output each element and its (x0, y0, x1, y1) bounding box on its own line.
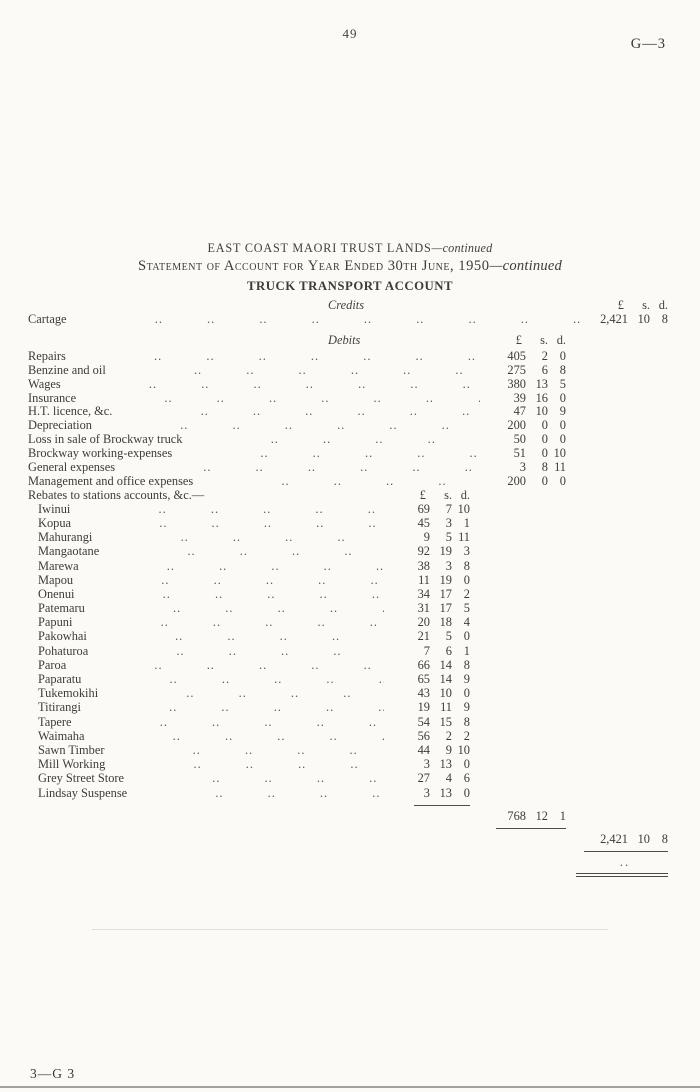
amount-shillings: 19 (439, 544, 452, 559)
amount-pence: 2 (463, 586, 470, 601)
item-label: Onenui (38, 586, 75, 601)
dot-leader (61, 378, 480, 391)
item-label: Insurance (28, 390, 77, 405)
amount (384, 560, 470, 573)
amount-pence: 0 (463, 629, 470, 644)
amount (384, 787, 470, 800)
pounds-header: £ (419, 487, 426, 502)
amount-shillings: 6 (541, 362, 548, 377)
subtotal-amount (480, 810, 566, 823)
amount-pounds: 3 (519, 460, 526, 475)
dot-leader (72, 616, 384, 629)
table-row (28, 673, 672, 687)
amount-pounds: 7 (423, 643, 430, 658)
amount-shillings: 17 (439, 601, 452, 616)
title-line-2 (0, 258, 700, 275)
dot-leader (106, 364, 480, 377)
table-row (28, 730, 672, 744)
amount-pounds: 405 (507, 348, 526, 363)
amount (384, 574, 470, 587)
table-row (28, 392, 672, 406)
dot-leader (76, 392, 480, 405)
item-label: Pakowhai (38, 629, 87, 644)
amount-pence: 0 (463, 572, 470, 587)
amount-pounds: 9 (423, 530, 430, 545)
dot-leader (79, 560, 384, 573)
table-row (28, 588, 672, 602)
table-row (28, 758, 672, 772)
dot-leader (88, 645, 384, 658)
table-row (28, 461, 672, 475)
amount-pounds: 47 (513, 404, 526, 419)
amount-pence: 8 (559, 362, 566, 377)
dot-leader (98, 687, 384, 700)
amount-shillings: 3 (445, 515, 452, 530)
debits-total-rule (28, 824, 672, 833)
amount-pounds: 51 (513, 446, 526, 461)
amount (384, 744, 470, 757)
table-row-cartage (28, 313, 672, 327)
amount-pence: 8 (661, 831, 668, 846)
amount-pounds: 2,421 (600, 312, 628, 326)
amount-pence: 0 (463, 785, 470, 800)
table-row (28, 787, 672, 801)
bottom-page-rule (0, 1086, 700, 1088)
amount-shillings: 3 (445, 558, 452, 573)
item-label: Patemaru (38, 601, 85, 616)
dot-leader (70, 503, 384, 516)
rebates-group-header (28, 489, 672, 503)
dot-leader (87, 630, 384, 643)
item-label: Mapou (38, 572, 74, 587)
amount (384, 716, 470, 729)
dot-leader (85, 602, 384, 615)
pounds-header: £ (515, 332, 522, 347)
dot-leader (73, 574, 384, 587)
title-block (0, 241, 700, 294)
item-label: Cartage (28, 312, 67, 326)
page-number: 49 (342, 26, 358, 41)
amount-pence: 5 (463, 601, 470, 616)
amount (384, 531, 470, 544)
footer-reference: 3—G 3 (30, 1066, 76, 1081)
table-row (28, 602, 672, 616)
dot-leader (92, 531, 384, 544)
amount (384, 772, 470, 785)
amount (384, 616, 470, 629)
table-row (28, 616, 672, 630)
closing-double-rule-row (28, 869, 672, 878)
amount (384, 588, 470, 601)
amount-shillings: 0 (541, 432, 548, 447)
amount-pence: 0 (559, 432, 566, 447)
amount-shillings: 2 (541, 348, 548, 363)
amount-pounds: 380 (507, 376, 526, 391)
amount-pence: 9 (463, 700, 470, 715)
balance-dots: .. (619, 854, 631, 869)
table-row (28, 517, 672, 531)
double-rule (576, 873, 668, 877)
amount-pence: 8 (463, 714, 470, 729)
credits-heading: Credits (328, 298, 365, 312)
title-line-1-text: EAST COAST MAORI TRUST LANDS (207, 241, 432, 255)
pounds-header: £ (617, 298, 624, 312)
dot-leader (81, 701, 384, 714)
table-row (28, 447, 672, 461)
item-label: Benzine and oil (28, 362, 106, 377)
amount-pounds: 38 (417, 558, 430, 573)
amount-pounds: 27 (417, 771, 430, 786)
table-row (28, 419, 672, 433)
rebates-rows (28, 503, 672, 801)
amount-pence: 9 (463, 672, 470, 687)
amount-pence: 4 (463, 615, 470, 630)
amount-pence: 0 (559, 348, 566, 363)
amount (480, 350, 566, 363)
item-label: Titirangi (38, 700, 81, 715)
table-row (28, 531, 672, 545)
table-row (28, 645, 672, 659)
amount (384, 630, 470, 643)
amount-pounds: 45 (417, 515, 430, 530)
item-label: Brockway working-expenses (28, 446, 173, 461)
rebates-subtotal-rule (28, 801, 672, 810)
amount-shillings: 10 (535, 404, 548, 419)
item-label: Mahurangi (38, 530, 93, 545)
rebates-group-label: Rebates to stations accounts, &c.— (28, 487, 205, 502)
amount-pence: 9 (559, 404, 566, 419)
amount (384, 517, 470, 530)
debits-money-column-header (480, 334, 566, 347)
shillings-header: s. (642, 298, 650, 312)
amount (384, 687, 470, 700)
amount-shillings: 14 (439, 657, 452, 672)
dot-leader (105, 758, 384, 771)
horizontal-rule (584, 851, 668, 852)
amount-shillings: 9 (445, 742, 452, 757)
rebates-money-column-header (384, 489, 470, 502)
amount (384, 730, 470, 743)
amount-pounds: 31 (417, 601, 430, 616)
amount-pence: 0 (463, 686, 470, 701)
table-row (28, 701, 672, 715)
debits-section-header (28, 334, 672, 350)
dot-leader (112, 405, 480, 418)
amount-shillings: 10 (439, 686, 452, 701)
amount-pounds: 50 (513, 432, 526, 447)
item-label: General expenses (28, 460, 116, 475)
amount (480, 447, 566, 460)
item-label: Tapere (38, 714, 72, 729)
amount (384, 758, 470, 771)
amount-pence: 1 (463, 515, 470, 530)
amount-pence: 1 (559, 808, 566, 823)
table-row (28, 560, 672, 574)
amount-pounds: 11 (418, 572, 430, 587)
doc-reference: G—3 (630, 36, 666, 52)
table-row (28, 716, 672, 730)
dot-leader (183, 433, 480, 446)
amount-pence: 11 (554, 460, 566, 475)
amount (480, 392, 566, 405)
amount (480, 378, 566, 391)
amount-pounds: 39 (513, 390, 526, 405)
amount (384, 659, 470, 672)
dot-leader (71, 517, 384, 530)
table-row (28, 630, 672, 644)
dot-leader (84, 730, 384, 743)
item-label: Management and office expenses (28, 473, 194, 488)
dot-leader (67, 313, 582, 326)
amount-pounds: 54 (417, 714, 430, 729)
item-label: Paparatu (38, 672, 82, 687)
amount-pence: 8 (661, 312, 668, 326)
amount-shillings: 4 (445, 771, 452, 786)
amount-shillings: 0 (541, 418, 548, 433)
dot-leader (99, 545, 384, 558)
amount-pence: 0 (559, 390, 566, 405)
amount-pounds: 3 (423, 785, 430, 800)
item-label: Depreciation (28, 418, 92, 433)
amount-pence: 10 (553, 446, 566, 461)
table-row (28, 433, 672, 447)
dot-leader (74, 588, 384, 601)
amount (480, 405, 566, 418)
dot-leader (104, 744, 384, 757)
grand-total-rule (28, 847, 672, 856)
table-row (28, 659, 672, 673)
amount (384, 503, 470, 516)
table-row (28, 687, 672, 701)
item-label: Grey Street Store (38, 771, 125, 786)
amount-shillings: 16 (535, 390, 548, 405)
table-row (28, 378, 672, 392)
amount-pence: 0 (559, 473, 566, 488)
amount-pounds: 92 (417, 544, 430, 559)
amount-shillings: 15 (439, 714, 452, 729)
amount-shillings: 8 (541, 460, 548, 475)
amount-pence: 5 (559, 376, 566, 391)
amount-shillings: 6 (445, 643, 452, 658)
item-label: Wages (28, 376, 61, 391)
item-label: H.T. licence, &c. (28, 404, 113, 419)
amount-shillings: 10 (637, 312, 650, 326)
pence-header: d. (658, 298, 668, 312)
account-title: TRUCK TRANSPORT ACCOUNT (246, 279, 454, 293)
grand-total-amount (582, 833, 668, 846)
item-label: Kopua (38, 515, 72, 530)
amount-shillings: 10 (637, 831, 650, 846)
item-label: Waimaha (38, 728, 85, 743)
dot-leader (172, 447, 480, 460)
amount-shillings: 7 (445, 501, 452, 516)
dot-leader (81, 673, 384, 686)
item-label: Sawn Timber (38, 742, 105, 757)
amount-pence: 10 (457, 742, 470, 757)
horizontal-rule (496, 828, 566, 829)
amount-shillings: 0 (541, 473, 548, 488)
amount-pounds: 200 (507, 418, 526, 433)
shillings-header: s. (444, 487, 452, 502)
dot-leader (127, 787, 384, 800)
amount-pence: 8 (463, 657, 470, 672)
credits-money-column-header (582, 299, 668, 312)
amount-pounds: 56 (417, 728, 430, 743)
amount-pence: 2 (463, 728, 470, 743)
amount-shillings: 0 (541, 446, 548, 461)
amount-shillings: 14 (439, 672, 452, 687)
amount-pounds: 69 (417, 501, 430, 516)
debits-rows (28, 350, 672, 489)
amount-shillings: 5 (445, 629, 452, 644)
amount-pence: 8 (463, 558, 470, 573)
amount-shillings: 17 (439, 586, 452, 601)
amount-pounds: 66 (417, 657, 430, 672)
amount-pounds: 3 (423, 757, 430, 772)
table-row (28, 772, 672, 786)
item-label: Iwinui (38, 501, 71, 516)
amount-pence: 0 (463, 757, 470, 772)
rebates-subtotal-row (28, 810, 672, 824)
amount (480, 419, 566, 432)
amount (384, 645, 470, 658)
amount (384, 602, 470, 615)
item-label: Papuni (38, 615, 73, 630)
table-row (28, 405, 672, 419)
amount-pence: 0 (559, 418, 566, 433)
item-label: Mangaotane (38, 544, 100, 559)
amount (384, 701, 470, 714)
amount-pounds: 20 (417, 615, 430, 630)
amount-pounds: 768 (507, 808, 526, 823)
item-label: Marewa (38, 558, 79, 573)
amount-pounds: 34 (417, 586, 430, 601)
dot-leader (66, 350, 480, 363)
amount-pounds: 19 (417, 700, 430, 715)
table-row (28, 364, 672, 378)
amount (480, 433, 566, 446)
amount-pounds: 275 (507, 362, 526, 377)
item-label: Loss in sale of Brockway truck (28, 432, 183, 447)
amount-pence: 10 (457, 501, 470, 516)
amount-shillings: 13 (439, 757, 452, 772)
amount-shillings: 13 (439, 785, 452, 800)
amount (582, 313, 668, 326)
amount-pounds: 21 (417, 629, 430, 644)
table-row (28, 744, 672, 758)
title-line-2-continued: —continued (489, 258, 563, 274)
debits-heading: Debits (328, 332, 361, 347)
scan-artifact-line (92, 929, 608, 930)
dot-leader (193, 475, 480, 488)
amount-pence: 6 (463, 771, 470, 786)
horizontal-rule (414, 805, 470, 806)
item-label: Mill Working (38, 757, 106, 772)
item-label: Pohaturoa (38, 643, 89, 658)
dot-leader (92, 419, 480, 432)
item-label: Tukemokihi (38, 686, 99, 701)
table-row (28, 503, 672, 517)
amount-shillings: 12 (535, 808, 548, 823)
table-row (28, 574, 672, 588)
amount-shillings: 2 (445, 728, 452, 743)
amount (384, 673, 470, 686)
shillings-header: s. (540, 332, 548, 347)
dot-leader (72, 716, 384, 729)
amount-shillings: 13 (535, 376, 548, 391)
pence-header: d. (460, 487, 470, 502)
grand-total-row (28, 833, 672, 847)
pence-header: d. (556, 332, 566, 347)
table-row (28, 475, 672, 489)
title-line-1 (0, 241, 700, 256)
amount-pence: 1 (463, 643, 470, 658)
amount-shillings: 5 (445, 530, 452, 545)
amount-pounds: 43 (417, 686, 430, 701)
amount-pounds: 2,421 (600, 831, 628, 846)
amount-shillings: 19 (439, 572, 452, 587)
title-line-1-continued: —continued (431, 241, 493, 255)
amount (384, 545, 470, 558)
item-label: Paroa (38, 657, 67, 672)
amount (480, 475, 566, 488)
amount-pence: 3 (463, 544, 470, 559)
table-row (28, 350, 672, 364)
dot-leader (124, 772, 384, 785)
amount-pounds: 44 (417, 742, 430, 757)
amount-pounds: 65 (417, 672, 430, 687)
dot-leader (66, 659, 384, 672)
table-row (28, 545, 672, 559)
title-line-2-text: Statement of Account for Year Ended 30th June, 1950 (137, 258, 490, 274)
credits-section-header (28, 299, 672, 313)
amount-shillings: 18 (439, 615, 452, 630)
item-label: Lindsay Suspense (38, 785, 128, 800)
item-label: Repairs (28, 348, 66, 363)
dot-leader (115, 461, 480, 474)
account-table (28, 299, 672, 878)
amount-shillings: 11 (440, 700, 452, 715)
amount-pounds: 200 (507, 473, 526, 488)
amount-pence: 11 (458, 530, 470, 545)
amount (480, 461, 566, 474)
amount (480, 364, 566, 377)
balance-row (28, 856, 672, 869)
